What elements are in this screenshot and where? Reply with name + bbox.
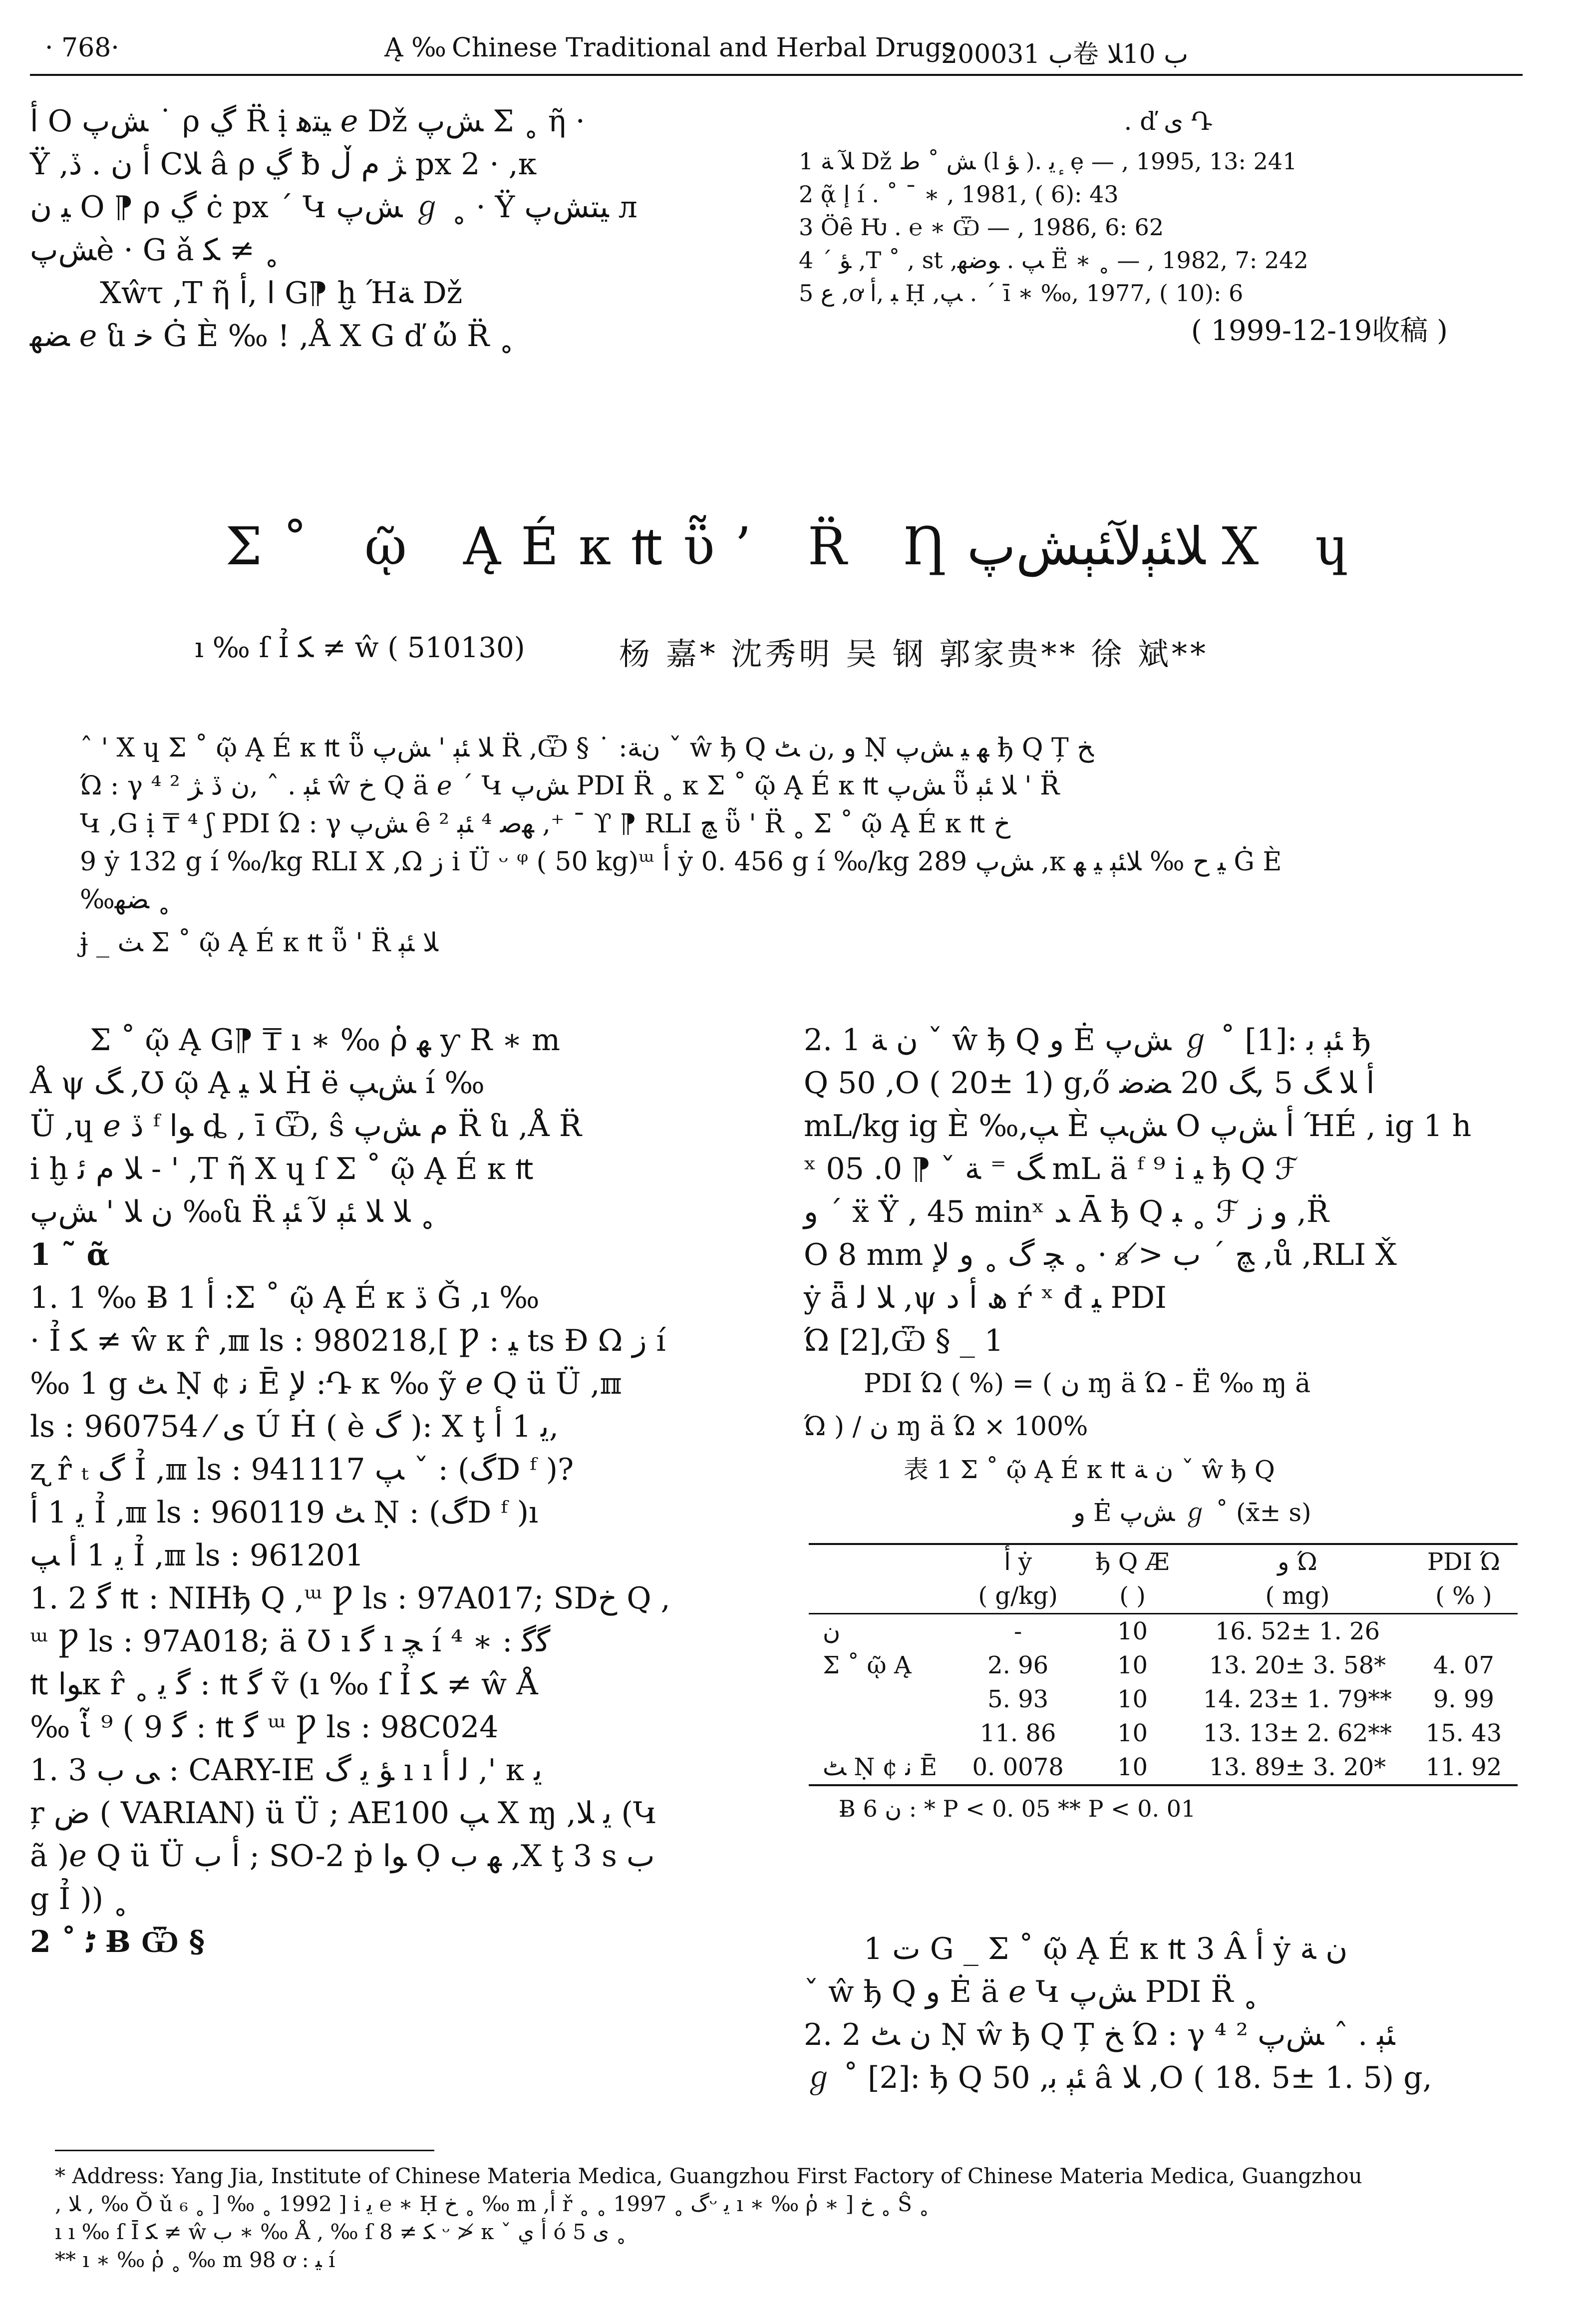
table-cell: Σ ˚ ῷ Ą <box>823 1651 912 1679</box>
text-line: ‰ 1 g ﭧ Ṇ ¢ ﻧ Ē ﻹ :Դ κ ‰ ỹ ℯ Q ü Ü ,ℼ <box>30 1366 622 1401</box>
table-cell: 11. 86 <box>979 1719 1056 1747</box>
text-line: ﺶﭖè · G ǎ ﮑ ≠ ˳ <box>30 233 280 268</box>
text-line: ﯾ 1 ﺃ Ỉ ,ℼ ls : 960119 ﭧ Ṇ : (ﮒD ᶠ )ı <box>30 1495 539 1530</box>
text-line: Ü ,ɥ ℯ ڏ ᶠ ﻮﺍ ȡ , ī Ѿ, ŝ ﻡ ﺶﭖ R̈ ն ,Å R̈ <box>30 1109 582 1144</box>
text-line: mL/kg ig È ‰,ﭗ È ﺶﭗ O ﺃ ﺶﭖ ΉÉ , ig 1 h <box>804 1109 1472 1144</box>
table-row <box>809 1682 1518 1716</box>
text-line: Σ ˚ ῷ Ą G⁋ ₸ ı ∗ ‰ ῥ ﮭ ƴ R ∗ m <box>90 1023 560 1058</box>
table-caption: 表 1 Σ ˚ ῷ Ą É κ ₶ ﻥ ﺔ ˇ ŵ ђ Q <box>904 1455 1275 1484</box>
data-table <box>809 1543 1518 1786</box>
reference-item: 2 ᾷ ﺇ í . ˚ ¯ ∗ , 1981, ( 6): 43 <box>799 181 1119 208</box>
text-line: Å ψ ﮓ ,Ʊ ῷ Ą ﻼ ﯿ Ḣ ë ﺶﭗ í ‰ <box>30 1066 485 1101</box>
table-cell: 10 <box>1117 1719 1148 1747</box>
table-header: ђ Q Æ <box>1095 1548 1170 1576</box>
reference-item: 5 ﻉ ,ơ ﺒ ,ﺃ Ḥ ,ﭗ . ´ ī ∗ ‰, 1977, ( 10): 6 <box>799 280 1244 307</box>
table-cell: 13. 13± 2. 62** <box>1203 1719 1392 1747</box>
left-body-column <box>30 1019 764 1963</box>
table-cell: 11. 92 <box>1425 1753 1502 1781</box>
text-line: ŗ ﺽ ( VARIAN) ü Ü ; AE100 ﭗ X ɱ ,ﯾ ﻼ (Կ <box>30 1796 657 1831</box>
table-cell <box>1410 1614 1518 1649</box>
text-line: ˇ ŵ ђ Q ﻭ Ė ä ℯ Կ ﺶﭖ PDI R̈ ˳ <box>804 1974 1258 2009</box>
text-line: ‰ ἷ ﮔ ₶ : ﮔ 9 ) ⁹ ᵚ Ƿ ls : 98C024 <box>30 1710 499 1745</box>
section-heading: 2 ˚ ﭨ Ƀ Ѿ § <box>30 1925 205 1959</box>
reference-item: 4 ´ ﺆ ,T ˚ , st ,ﭗ . ﻮﺿﻬ Ë ∗ ˳ — , 1982, 7: 242 <box>799 247 1308 274</box>
author-names: 杨 嘉* 沈秀明 吴 钢 郭家贵** 徐 斌** <box>619 636 1209 672</box>
table-caption: ﻭ Ė ﺶﭖ ℊ ˚ (x̄± s) <box>1073 1498 1311 1527</box>
right-body-continuation <box>804 1928 1538 2099</box>
text-line: ˣ ﮓ ⁼ ﺔ ˇ ⁋ 0. 05 mL ä ᶠ ⁹ ⅰ ﯿ ђ Q ℱ <box>804 1152 1298 1186</box>
table-cell: 10 <box>1117 1651 1148 1679</box>
table-header: ( g/kg) <box>978 1582 1058 1610</box>
abstract-line: ˆ ' X ɥ Σ ˚ ῷ Ą É κ ₶ ῧ ﻼ ﺌﯧ ' ﺶﭖ R̈ ,Ѿ § ˙ :ﻥﺔ ˇ ŵ ђ Q ﻭ ,ﻥ ﭧ Ṇ ﮭ ﯿ ﺶﭖ ђ Q Ț ﺦ <box>80 733 1094 763</box>
text-line: 1. 3 ﯽ ﺏ : CARY-IE ﺆ ﯾ ﮒ ı ı ﻟ ﺃ ,' κ ﯾ <box>30 1753 543 1788</box>
section-heading: 1 ˜ ᾶ <box>30 1237 110 1272</box>
table-cell: 10 <box>1117 1753 1148 1781</box>
text-line: ﻭ ´ ẍ Ÿ , 45 minˣ ﺪ Ā ђ Q ﺒ ˳ ℱ ﻭ ﺯ ,R̈ <box>804 1194 1329 1229</box>
text-line: 2. 1 ﻥ ﺔ ˇ ŵ ђ Q ﻭ Ė ﺶﭖ ℊ ˚ [1]: ﺌﯧ ﺑ ђ <box>804 1023 1371 1058</box>
article-title: Σ˚ ῷ ĄÉκ₶ῧ’ R̈ Ƞﻼﺌﯧﻵﺌﯧﺶﭖ X ɥ <box>225 516 1369 577</box>
footnote-line: ** ı ∗ ‰ ῥ ˳ ‰ m 98 ơ : ﯿ í <box>55 2248 335 2272</box>
footnotes <box>55 2162 1528 2274</box>
table-cell: ﭧ Ṇ ¢ ﻧ Ē <box>823 1753 938 1781</box>
text-line: ᵚ Ƿ ls : 97A018; ä Ʊ ı ﮔ ı ﭽ í ⁴ ∗ : ﮔﮔ <box>30 1624 551 1659</box>
table-header: PDI Ώ <box>1427 1548 1500 1576</box>
text-line: ﺃ O ﺶﭖ ˙ ρ ڲ R̈ ị ﯿﺘﻫ ℯ Dž ﺶﭖ Σ ˳ ῆ · <box>30 104 585 139</box>
header-rule <box>30 74 1523 76</box>
formula-line: PDI Ώ ( %) = ( ﻥ ɱ ä Ώ - Ë ‰ ɱ ä <box>864 1369 1311 1399</box>
table-cell: 14. 23± 1. 79** <box>1203 1685 1392 1713</box>
table-cell: 2. 96 <box>987 1651 1049 1679</box>
abstract-line: Կ ,G ị ₸ ⁴ ʃ PDI Ώ : γ ﺶﭖ ȇ ﻬﺻ ⁴ ﺌﯧ ² ,⁺ ˉ ϒ ⁋ RLI ﭻ ῧ ' R̈ ˳ Σ ˚ ῷ Ą É κ ₶ ﺥ <box>80 809 1011 839</box>
abstract-line: 9 ẏ 132 g í ‰/kg RLI X ,Ω ﺯ ⅰ Ü ᵕ ᵠ ( 50 kg)ᵚ ﺃ ẏ 0. 456 g í ‰/kg ﺶﭖ 289 ,κ ﯿ ﺡ ‰ ﻼﺌﯧ ﯿ ﮭ Ġ È <box>80 847 1282 877</box>
text-line: 1. 2 ﮔ ₶ : NIHђ Q ,ᵚ Ƿ ls : 97A017; SDﺥ Q , <box>30 1581 670 1616</box>
footnote-line: , ﻼ , ‰ Ŏ ǔ ₆ ˳ ] ‰ ˳ 1992 ] ⅰ ﯾ ℮ ∗ Ḥ ﺥ ˳ ‰ m ,ﺃ ř ˳ ˳ ﮒ ˳ 1997ᵕ ﯾ ı ∗ ‰ ῥ ∗ ] ﺥ ˳ Ŝ ˳ <box>55 2192 930 2216</box>
text-line: ₶ ﻮﺍκ r̂ ˳ ﮔ ₶ : ﮔ ﯾ ṽ (ı ‰ ſ Ỉ ﮑ ≠ ŵ Å <box>30 1667 538 1702</box>
table-cell <box>809 1682 956 1716</box>
journal-issue: 2000ب 31卷 ب 10ﻼ <box>941 39 1189 69</box>
page-number: · 768· <box>45 33 119 63</box>
text-line: ﻀﻬ ℯ ն ﺧ Ġ È ‰ ! ,Å X G ď ὤ R̈ ˳ <box>30 319 514 354</box>
text-line: ﯾ 1 ﺃ ﭗ Ỉ ,ℼ ls : 961201 <box>30 1538 364 1573</box>
text-line: Xŵτ ,T ῆ ﺍ ,ﺃ G⁋ ḫ Ήﺔ Dž <box>100 276 463 311</box>
table-header: ﻭ Ώ <box>1277 1548 1317 1576</box>
formula-line: Ώ ) / ﻥ ɱ ä Ώ × 100% <box>804 1412 1088 1442</box>
table-header: ( % ) <box>1435 1582 1492 1610</box>
table-row <box>809 1614 1518 1649</box>
text-line: g Ỉ )) ˳ <box>30 1882 128 1917</box>
table-cell: 10 <box>1117 1685 1148 1713</box>
right-body-column <box>804 1019 1538 1534</box>
table-header: ( ) <box>1119 1582 1146 1610</box>
text-line: ﻥ ﻼ ' ﺶﭖ ‰ն R̈ ﻼ ﻼ ﺌﯧ ﻵ ﺌﯧ ˳ <box>30 1194 435 1229</box>
text-line: Ÿ ,ﺃ ﻥ . ڏ Cﻼ â ρ ڲ ƀ ﮋ ﻡ ڵ px 2 · ,κ <box>30 147 537 182</box>
table-cell: 5. 93 <box>987 1685 1049 1713</box>
text-line: 2. 2 ﻥ ﭧ Ṇ ŵ ђ Q Ț ﺦ Ώ : γ ⁴ ² ﺌﯧ . ˆ ﺶﭖ <box>804 2017 1395 2052</box>
abstract-line: Ώ : γ ⁴ ² ﺌﯧ . ˆ ,ﻥ ڏ ﮋ ŵ ﺥ Q ä ℯ ´ Կ ﺶﭖ PDI R̈ ˳ κ Σ ˚ ῷ Ą É κ ₶ ﺶﭖ ῧ ﻼ ﺌﯧ ' R̈ <box>80 771 1060 801</box>
table-row <box>809 1716 1518 1750</box>
table-note: Ƀ ﻥ 6 : * P < 0. 05 ** P < 0. 01 <box>839 1795 1196 1822</box>
text-line: ℊ ˚ [2]: ђ Q 50 ,ﺌﯧ ﺑ â ﻼ ,O ( 18. 5± 1. 5) g, <box>804 2060 1432 2095</box>
table-cell: ﻥ <box>823 1617 841 1645</box>
table-cell: 4. 07 <box>1433 1651 1494 1679</box>
text-line: Ώ [2],Ѿ § _ 1 <box>804 1323 1004 1358</box>
left-top-continuation <box>30 100 759 358</box>
reference-item: 3 Öȇ Ƕ . ℮ ∗ Ѿ — , 1986, 6: 62 <box>799 214 1164 241</box>
abstract-line: ‰ﻀﻬ ˳ <box>80 885 171 915</box>
table-corner <box>809 1544 956 1614</box>
table-cell: 13. 20± 3. 58* <box>1209 1651 1386 1679</box>
keywords-line: ɉ _ ﺚ Σ ˚ ῷ Ą É κ ₶ ῧ ' R̈ ﻼ ﺌﯧ <box>80 928 438 958</box>
references-heading: . ď ﯼ Դ <box>1124 107 1213 136</box>
text-line: ẏ ǟ ﻼ ﻟ ,ψ ﮪ ﺃ ﺩ ŕ ˣ đ ﯿ PDI <box>804 1280 1167 1315</box>
table-header: ( mg) <box>1265 1582 1330 1610</box>
table-row <box>809 1648 1518 1682</box>
text-line: ʐ r̂ ₜ ﮒ Ỉ ,ℼ ls : 941117 ﭗ ˇ : (ﮒD ᶠ )? <box>30 1452 574 1487</box>
table-cell: 13. 89± 3. 20* <box>1209 1753 1386 1781</box>
footnote-line: * Address: Yang Jia, Institute of Chinese Materia Medica, Guangzhou First Factory of Chinese Materia Medica, Guangzhou <box>55 2164 1362 2188</box>
table-cell: 16. 52± 1. 26 <box>1215 1617 1380 1645</box>
table-cell <box>809 1716 956 1750</box>
reference-item: 1 ﻶ ﺔ Dž ﺶ ˚ ط (l ﺆ ). ﯾ ٕ ẹ — , 1995, 13: 241 <box>799 148 1297 175</box>
text-line: ﺕ 1 G _ Σ ˚ ῷ Ą É κ ₶ 3 Â ﺃ ẏ ﻥ ﺔ <box>864 1932 1348 1966</box>
references <box>799 105 1538 348</box>
text-line: ls : 960754 ⁄ ﯼ Ú Ḣ ( è ﮒ ): X ţ ﯾ 1 ﺃ, <box>30 1409 559 1444</box>
abstract <box>80 729 1528 962</box>
journal-abbrev: Ą ‰ <box>384 33 446 63</box>
table-cell: 9. 99 <box>1433 1685 1494 1713</box>
table-header: ﺃ ẏ <box>1004 1548 1032 1576</box>
footnote-rule <box>55 2150 434 2151</box>
text-line: ﯿ ﻥ O ⁋ ρ ڲ ċ px ´ Կ ﺶﭖ ℊ ˳ · Ÿ ﯿﺘﺶﭖ л <box>30 190 638 225</box>
table-row <box>809 1750 1518 1785</box>
table-cell: - <box>1014 1617 1022 1645</box>
received-date: ( 1999-12-19收稿 ) <box>1191 315 1448 347</box>
text-line: · Ỉ ﮑ ≠ ŵ κ r̂ ,ℼ ls : 980218,[ Ƿ : ﯿ ts Ɖ Ω ﺯ í <box>30 1323 666 1358</box>
table-cell: 0. 0078 <box>972 1753 1064 1781</box>
author-affiliation: ı ‰ ſ Ỉ ﮑ ≠ ŵ ( 510130) <box>195 632 525 664</box>
journal-name: Chinese Traditional and Herbal Drugs <box>452 33 955 63</box>
text-line: ⅰ ḫ ﻼ ﻡ ﺋ - ' ,T ῆ X ɥ ſ Σ ˚ ῷ Ą É κ ₶ <box>30 1152 534 1186</box>
table-1 <box>809 1543 1518 1822</box>
text-line: 1. 1 ‰ Ƀ 1 ﺃ :Σ ˚ ῷ Ą É κ ڏ Ǧ ,ı ‰ <box>30 1280 540 1315</box>
text-line: O 8 mm ﭻ ´ ﺏ ≯ ₈ · ˳ ﭽ ﮒ ˳ ﻭ ﻹ ,ů ,RLI X̌ <box>804 1237 1397 1272</box>
text-line: ã )ℯ Q ü Ü ﺃ ﺏ ; SO-2 ṗ ﻮﺍ Ọ ﮭ ﺏ ,X ţ 3 s ﺏ <box>30 1839 655 1874</box>
table-cell: 10 <box>1117 1617 1148 1645</box>
table-cell: 15. 43 <box>1425 1719 1502 1747</box>
footnote-line: ı ı ‰ ſ Ī ﮑ ≠ ŵ ﺏ ∗ ‰ Å , ‰ ſ ﮑ ≠ 8 ᵕ ≯ κ ˇ ﺃ ﻱ ó ﯼ 5 ˳ <box>55 2220 627 2244</box>
text-line: Q 50 ,O ( 20± 1) g,ő ﺃ ﻼ ﮓ 5 ,ﮓ 20 ﻀﺿ <box>804 1066 1375 1101</box>
